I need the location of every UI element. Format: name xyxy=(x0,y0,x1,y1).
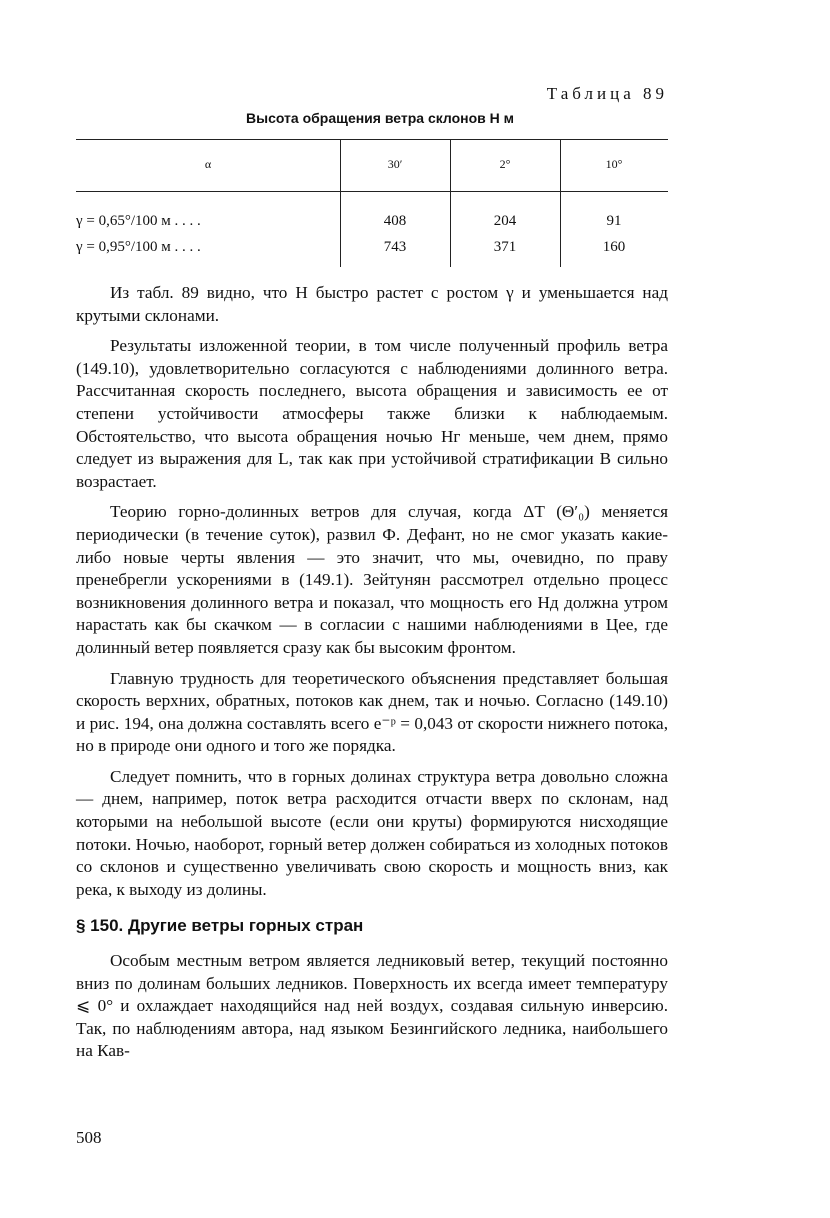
table-row-label: γ = 0,65°/100 м . . . . xyxy=(76,213,201,229)
table-header-alpha: α xyxy=(204,157,212,171)
page-number: 508 xyxy=(76,1128,102,1147)
section-heading: § 150. Другие ветры горных стран xyxy=(76,916,364,936)
paragraph: Теорию горно-долинных ветров для случая, когда ΔT (Θ′₀) меняется периодически (в течение суток), развил Ф. Дефант, но не смог указать какие-либо новые черты явления — это значит, что мы, очевидно, по праву пренебрегли ускорениями в (149.1). Зейтунян рассмотрел отдельно процесс возникновения долинного ветра и показал, что мощность его Hд должна утром нарастать как бы скачком — в согласии с нашими наблюдениями в Цее, где долинный ветер появляется сразу как бы высоким фронтом. xyxy=(76,502,668,657)
body-text xyxy=(76,282,668,1063)
page-content xyxy=(76,84,668,1071)
table-header-30min: 30′ xyxy=(387,157,403,171)
paragraph: Главную трудность для теоретического объяснения представляет большая скорость верхних, обратных, потоков как днем, так и ночью. Согласно (149.10) и рис. 194, она должна составлять всего e⁻ᵖ = 0,043 от скорости нижнего потока, но в природе они одного и того же порядка. xyxy=(76,668,668,756)
paragraph: Результаты изложенной теории, в том числе полученный профиль ветра (149.10), удовлетворительно согласуются с наблюдениями долинного ветра. Рассчитанная скорость последнего, высота обращения и зависимость ее от степени устойчивости атмосферы также близки к наблюдаемым. Обстоятельство, что высота обращения ночью Hг меньше, чем днем, прямо следует из выражения для L, так как при устойчивой стратификации B сильно возрастает. xyxy=(76,336,668,491)
table-cell: 371 xyxy=(493,239,517,255)
paragraph: Особым местным ветром является ледниковый ветер, текущий постоянно вниз по долинам больших ледников. Поверхность их всегда имеет температуру ⩽ 0° и охлаждает находящийся над ней воздух, создавая сильную инверсию. Так, по наблюдениям автора, над языком Безингийского ледника, наибольшего на Кав- xyxy=(76,951,668,1061)
data-table xyxy=(76,139,668,269)
paragraph: Следует помнить, что в горных долинах структура ветра довольно сложна — днем, например, поток ветра расходится отчасти вверх по склонам, над которыми на небольшой высоте (если они круты) формируются нисходящие потоки. Ночью, наоборот, горный ветер должен собираться из холодных потоков со склонов и существенно увеличивать свою скорость и мощность вниз, как река, к выходу из долины. xyxy=(76,766,668,899)
table-cell: 743 xyxy=(383,239,407,255)
table-cell: 408 xyxy=(383,213,407,229)
table-header-10deg: 10° xyxy=(605,157,623,171)
table-cell: 204 xyxy=(493,213,517,229)
paragraph: Из табл. 89 видно, что H быстро растет с ростом γ и уменьшается над крутыми склонами. xyxy=(76,283,668,325)
table-title: Высота обращения ветра склонов H м xyxy=(246,110,515,126)
table-label: Таблица 89 xyxy=(546,84,668,103)
table-header-2deg: 2° xyxy=(499,157,511,171)
table-cell: 160 xyxy=(602,239,626,255)
table-cell: 91 xyxy=(606,213,622,229)
table-row-label: γ = 0,95°/100 м . . . . xyxy=(76,239,201,255)
